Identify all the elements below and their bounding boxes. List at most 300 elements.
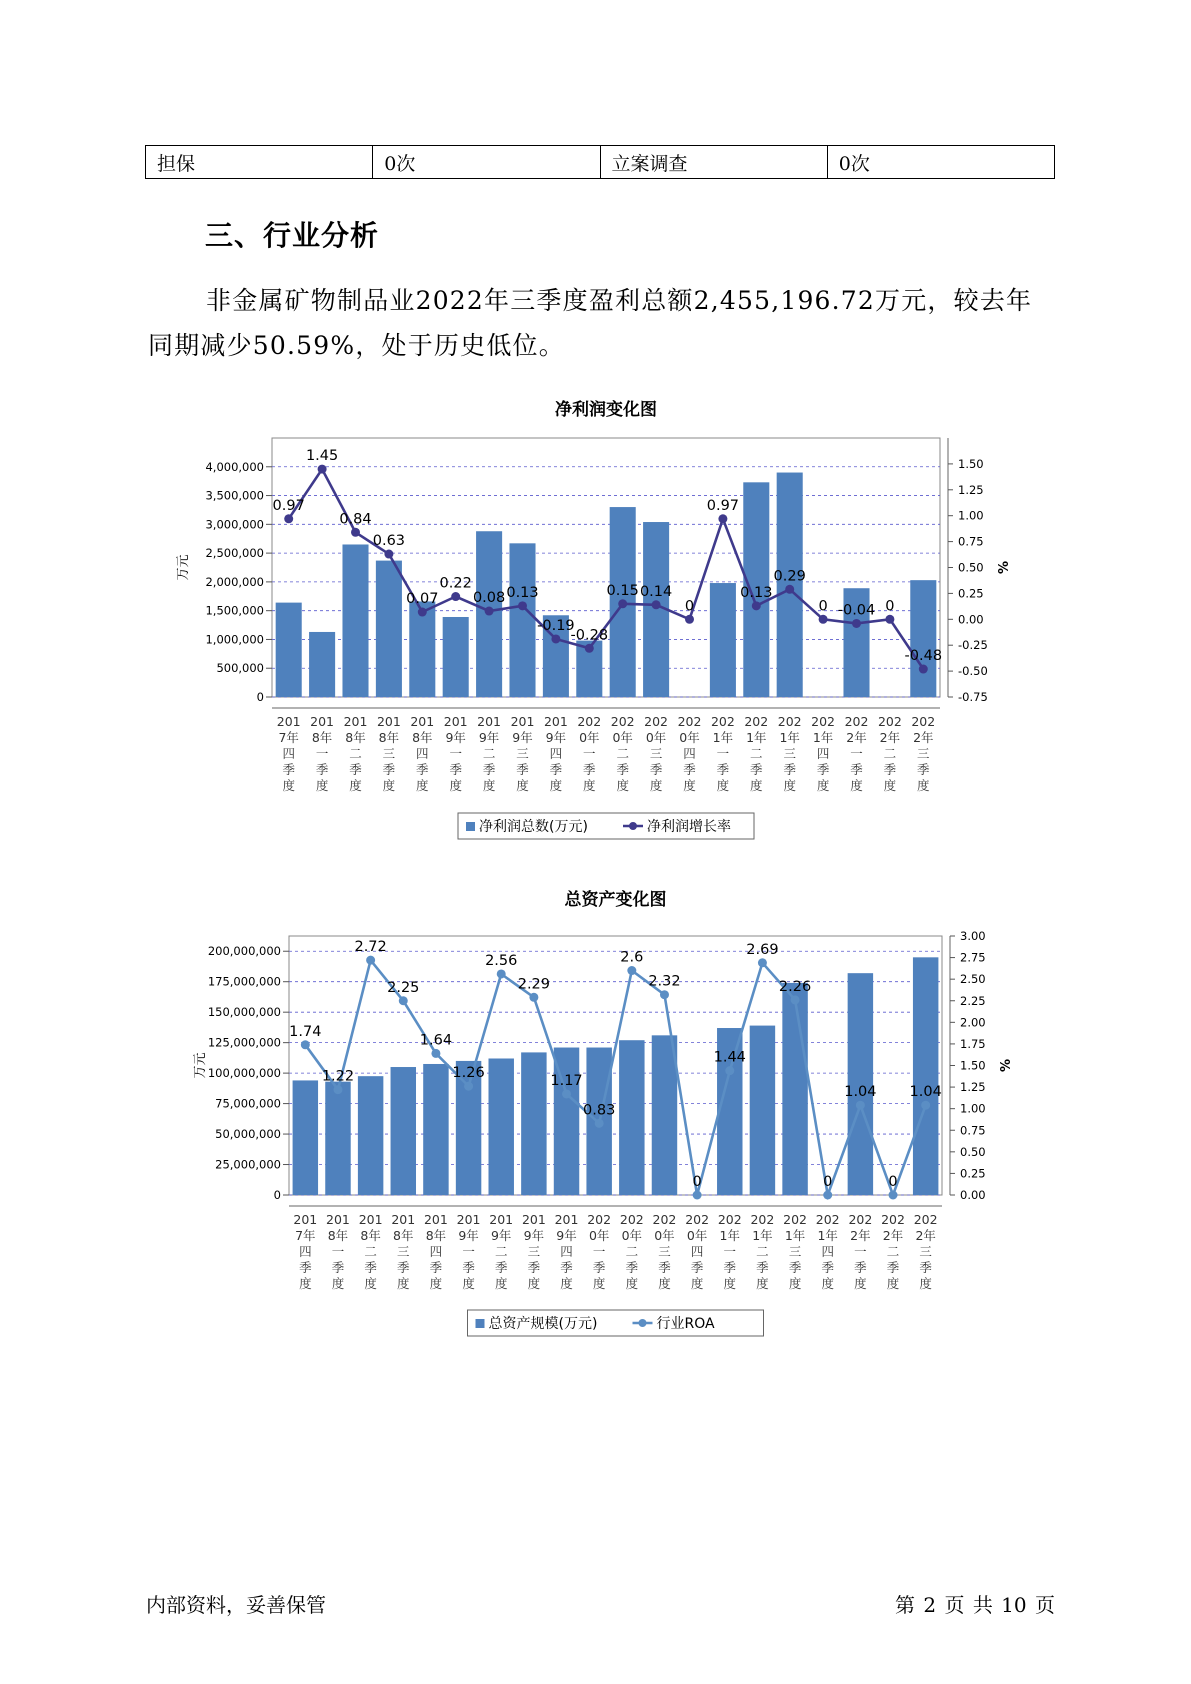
x-tick-label: 季 [349, 762, 362, 777]
data-label: 0 [684, 598, 695, 615]
y2-tick-label: 2.00 [960, 1015, 986, 1030]
x-tick-label: 201 [410, 714, 435, 729]
bar [910, 580, 936, 697]
x-tick-label: 四 [299, 1244, 312, 1259]
section-title: 三、行业分析 [205, 219, 380, 252]
bar [423, 1064, 448, 1195]
x-tick-label: 0年 [645, 730, 667, 745]
series-point [685, 615, 694, 624]
y-tick-label: 200,000,000 [207, 944, 281, 959]
y2-tick-label: 0.25 [958, 586, 984, 601]
y-tick-label: 1,000,000 [205, 632, 264, 647]
y2-tick-label: 0.50 [958, 560, 984, 575]
y2-tick-label: 2.75 [960, 950, 986, 965]
y2-axis-title: % [999, 1058, 1014, 1073]
x-tick-label: 季 [364, 1260, 377, 1275]
x-tick-label: 8年 [311, 730, 333, 745]
y-tick-label: 1,500,000 [205, 603, 264, 618]
x-tick-label: 一 [592, 1244, 606, 1259]
data-label: 1.04 [909, 1084, 942, 1101]
x-tick-label: 四 [821, 1244, 834, 1259]
x-tick-label: 度 [349, 778, 362, 793]
x-tick-label: 季 [886, 1260, 900, 1275]
series-point [318, 465, 327, 474]
y2-tick-label: 1.75 [960, 1036, 986, 1051]
x-tick-label: 8年 [425, 1228, 447, 1243]
x-tick-label: 202 [685, 1212, 710, 1227]
data-label: 0.83 [583, 1102, 616, 1119]
x-tick-label: 度 [788, 1276, 802, 1291]
y2-axis-title: % [997, 560, 1012, 575]
y-axis-title: 万元 [176, 554, 191, 581]
x-tick-label: 季 [854, 1260, 867, 1275]
x-tick-label: 季 [883, 762, 897, 777]
x-tick-label: 二 [494, 1244, 508, 1259]
series-point [856, 1101, 865, 1110]
series-point [418, 608, 427, 617]
x-tick-label: 二 [750, 746, 763, 761]
legend-bar-swatch [476, 1319, 485, 1328]
data-label: -0.19 [537, 617, 575, 634]
y2-tick-label: 0.25 [960, 1166, 986, 1181]
x-tick-label: 8年 [327, 1228, 349, 1243]
x-tick-label: 季 [783, 762, 796, 777]
x-tick-label: 度 [397, 1276, 410, 1291]
x-tick-label: 度 [821, 1276, 834, 1291]
x-tick-label: 度 [364, 1276, 377, 1291]
table-cell: 0次 [373, 146, 600, 179]
x-tick-label: 度 [716, 778, 730, 793]
data-label: 1.04 [844, 1084, 877, 1101]
x-tick-label: 度 [382, 778, 396, 793]
x-tick-label: 季 [429, 1260, 443, 1275]
x-tick-label: 度 [560, 1276, 573, 1291]
x-tick-label: 度 [449, 778, 462, 793]
x-tick-label: 三 [917, 746, 930, 761]
x-tick-label: 9年 [545, 730, 567, 745]
x-tick-label: 1年 [784, 1228, 806, 1243]
x-tick-label: 202 [815, 1212, 840, 1227]
x-tick-label: 2年 [915, 1228, 936, 1243]
y-tick-label: 50,000,000 [215, 1127, 281, 1142]
x-tick-label: 季 [658, 1260, 671, 1275]
x-tick-label: 一 [449, 746, 462, 761]
x-tick-label: 二 [349, 746, 362, 761]
footer-note: 内部资料，妥善保管 [146, 1593, 326, 1617]
y-tick-label: 75,000,000 [215, 1096, 281, 1111]
series-point [889, 1191, 898, 1200]
x-tick-label: 度 [494, 1276, 508, 1291]
y2-tick-label: 1.25 [958, 482, 984, 497]
series-point [284, 514, 293, 523]
x-tick-label: 8年 [360, 1228, 381, 1243]
x-tick-label: 季 [416, 762, 429, 777]
series-point [618, 599, 627, 608]
series-point [464, 1082, 473, 1091]
data-label: 1.17 [550, 1072, 583, 1089]
bar [619, 1040, 644, 1195]
x-tick-label: 二 [625, 1244, 639, 1259]
y2-tick-label: 1.25 [960, 1080, 986, 1095]
y-tick-label: 3,500,000 [205, 488, 264, 503]
bar [509, 543, 535, 697]
x-tick-label: 度 [282, 778, 295, 793]
x-tick-label: 1年 [719, 1228, 741, 1243]
x-tick-label: 度 [649, 778, 663, 793]
x-tick-label: 季 [527, 1260, 541, 1275]
x-tick-label: 202 [717, 1212, 742, 1227]
data-label: 2.6 [620, 949, 644, 966]
series-point [652, 600, 661, 609]
series-point [366, 956, 375, 965]
x-tick-label: 季 [331, 1260, 345, 1275]
x-tick-label: 二 [883, 746, 897, 761]
x-tick-label: 季 [917, 762, 930, 777]
x-tick-label: 201 [376, 714, 401, 729]
legend-bar-swatch [466, 822, 475, 831]
series-point [485, 607, 494, 616]
y2-tick-label: 1.00 [958, 508, 984, 523]
x-tick-label: 季 [850, 762, 863, 777]
x-tick-label: 7年 [278, 730, 299, 745]
x-tick-label: 202 [911, 714, 936, 729]
data-label: 2.72 [354, 939, 387, 956]
x-tick-label: 202 [844, 714, 869, 729]
page-number: 第 2 页 共 10 页 [895, 1593, 1055, 1617]
bar [710, 583, 736, 697]
x-tick-label: 202 [783, 1212, 808, 1227]
series-point [758, 958, 767, 967]
x-tick-label: 度 [886, 1276, 900, 1291]
data-label: 0.13 [506, 584, 539, 601]
x-tick-label: 0年 [679, 730, 700, 745]
x-tick-label: 四 [560, 1244, 573, 1259]
x-tick-label: 度 [516, 778, 529, 793]
x-tick-label: 度 [482, 778, 496, 793]
y2-tick-label: 0.75 [960, 1123, 986, 1138]
x-tick-label: 季 [788, 1260, 802, 1275]
data-label: 0.08 [472, 590, 506, 607]
series-point [660, 990, 669, 999]
x-tick-label: 202 [881, 1212, 905, 1227]
y2-tick-label: 3.00 [960, 929, 986, 943]
x-tick-label: 度 [683, 778, 696, 793]
y2-tick-label: 0.00 [960, 1188, 986, 1202]
series-point [693, 1191, 702, 1200]
x-tick-label: 201 [423, 1212, 448, 1227]
series-point [823, 1191, 832, 1200]
x-tick-label: 2年 [850, 1228, 871, 1243]
bar [782, 983, 807, 1195]
x-tick-label: 201 [521, 1212, 546, 1227]
x-tick-label: 一 [583, 746, 596, 761]
bar [750, 1026, 775, 1195]
x-tick-label: 9年 [445, 730, 466, 745]
x-tick-label: 季 [583, 762, 596, 777]
y-tick-label: 100,000,000 [207, 1066, 281, 1081]
x-tick-label: 度 [658, 1276, 671, 1291]
x-tick-label: 三 [919, 1244, 932, 1259]
data-label: 0 [823, 1174, 833, 1190]
data-label: 2.25 [387, 979, 420, 996]
x-tick-label: 季 [756, 1260, 769, 1275]
x-tick-label: 四 [690, 1244, 704, 1259]
bar [391, 1067, 416, 1195]
x-tick-label: 季 [560, 1260, 573, 1275]
data-label: 0.14 [639, 583, 673, 600]
x-tick-label: 1年 [712, 730, 734, 745]
x-tick-label: 201 [543, 714, 568, 729]
y-tick-label: 150,000,000 [207, 1005, 281, 1020]
x-tick-label: 9年 [458, 1228, 479, 1243]
data-label: -0.04 [837, 602, 876, 619]
x-tick-label: 季 [397, 1260, 410, 1275]
x-tick-label: 四 [282, 746, 295, 761]
x-tick-label: 三 [658, 1244, 671, 1259]
series-point [497, 969, 506, 978]
x-tick-label: 0年 [579, 730, 600, 745]
x-tick-label: 度 [527, 1276, 541, 1291]
x-tick-label: 201 [443, 714, 468, 729]
x-tick-label: 四 [429, 1244, 443, 1259]
bar [293, 1080, 318, 1195]
x-tick-label: 0年 [588, 1228, 610, 1243]
x-tick-label: 季 [549, 762, 563, 777]
chart-title: 总资产变化图 [564, 890, 667, 910]
x-tick-label: 8年 [378, 730, 400, 745]
data-label: -0.48 [904, 648, 943, 665]
bar [325, 1082, 350, 1195]
y-tick-label: 0 [273, 1188, 281, 1202]
x-tick-label: 202 [848, 1212, 873, 1227]
series-point [585, 644, 594, 653]
x-tick-label: 度 [850, 778, 863, 793]
x-tick-label: 度 [756, 1276, 769, 1291]
x-tick-label: 二 [364, 1244, 377, 1259]
x-tick-label: 一 [315, 746, 329, 761]
series-point [431, 1049, 440, 1058]
x-tick-label: 202 [750, 1212, 775, 1227]
table-row [146, 146, 1055, 179]
x-tick-label: 度 [883, 778, 897, 793]
x-tick-label: 201 [293, 1212, 318, 1227]
x-tick-label: 季 [449, 762, 462, 777]
x-tick-label: 202 [619, 1212, 644, 1227]
y-tick-label: 125,000,000 [207, 1035, 281, 1050]
x-tick-label: 201 [391, 1212, 416, 1227]
y-tick-label: 4,000,000 [205, 459, 264, 474]
x-tick-label: 2年 [879, 730, 901, 745]
bar [652, 1035, 677, 1195]
x-tick-label: 度 [592, 1276, 606, 1291]
x-tick-label: 1年 [779, 730, 800, 745]
x-tick-label: 季 [616, 762, 629, 777]
x-tick-label: 度 [854, 1276, 867, 1291]
x-tick-label: 201 [456, 1212, 481, 1227]
x-tick-label: 季 [723, 1260, 737, 1275]
series-point [562, 1089, 571, 1098]
x-tick-label: 季 [315, 762, 329, 777]
y-axis-title: 万元 [193, 1052, 208, 1079]
data-label: -0.28 [570, 627, 609, 644]
legend-point-swatch [629, 822, 637, 830]
x-tick-label: 202 [577, 714, 602, 729]
y2-tick-label: 0.50 [960, 1144, 986, 1159]
series-point [551, 634, 560, 643]
y2-tick-label: 1.50 [960, 1058, 986, 1073]
x-tick-label: 三 [516, 746, 529, 761]
data-label: 2.32 [648, 973, 681, 990]
x-tick-label: 202 [644, 714, 669, 729]
y2-tick-label: 0.75 [958, 534, 984, 549]
table-cell: 担保 [146, 146, 373, 179]
x-tick-label: 202 [652, 1212, 677, 1227]
x-tick-label: 202 [811, 714, 836, 729]
x-tick-label: 季 [516, 762, 529, 777]
x-tick-label: 度 [549, 778, 563, 793]
x-tick-label: 9年 [490, 1228, 512, 1243]
bar [376, 561, 402, 697]
x-tick-label: 季 [816, 762, 830, 777]
y2-tick-label: 2.25 [960, 993, 986, 1008]
data-label: 0 [818, 598, 828, 615]
x-tick-label: 0年 [654, 1228, 675, 1243]
x-tick-label: 一 [716, 746, 730, 761]
x-tick-label: 季 [382, 762, 396, 777]
x-tick-label: 季 [821, 1260, 834, 1275]
data-label: 0 [888, 1174, 898, 1190]
x-tick-label: 度 [690, 1276, 704, 1291]
legend-label-bar: 净利润总数(万元) [479, 819, 588, 835]
data-label: 0.22 [439, 575, 472, 592]
x-tick-label: 9年 [523, 1228, 545, 1243]
x-tick-label: 201 [326, 1212, 350, 1227]
x-tick-label: 三 [382, 746, 396, 761]
plot-area [272, 438, 940, 697]
x-tick-label: 一 [462, 1244, 475, 1259]
x-tick-label: 四 [549, 746, 563, 761]
x-tick-label: 季 [299, 1260, 312, 1275]
table-cell: 0次 [827, 146, 1054, 179]
y2-tick-label: -0.50 [958, 664, 988, 679]
x-tick-label: 一 [854, 1244, 867, 1259]
data-label: 0.84 [339, 511, 372, 528]
x-tick-label: 一 [723, 1244, 737, 1259]
x-tick-label: 202 [744, 714, 769, 729]
x-tick-label: 度 [625, 1276, 639, 1291]
info-table [145, 145, 1055, 179]
series-point [627, 966, 636, 975]
x-tick-label: 8年 [412, 730, 433, 745]
x-tick-label: 季 [625, 1260, 639, 1275]
x-tick-label: 季 [592, 1260, 606, 1275]
data-label: 1.26 [452, 1065, 485, 1082]
series-point [919, 665, 928, 674]
data-label: 0.29 [773, 568, 806, 585]
plot-area [289, 936, 942, 1195]
net-profit-chart [0, 388, 1191, 848]
x-tick-label: 0年 [612, 730, 633, 745]
bar [342, 544, 368, 697]
bar [276, 603, 302, 697]
x-tick-label: 度 [723, 1276, 737, 1291]
y2-tick-label: 0.00 [958, 612, 984, 627]
x-tick-label: 9年 [556, 1228, 577, 1243]
x-tick-label: 度 [919, 1276, 932, 1291]
x-tick-label: 一 [850, 746, 863, 761]
series-point [333, 1085, 342, 1094]
x-tick-label: 二 [616, 746, 629, 761]
y-tick-label: 0 [256, 690, 264, 704]
y-tick-label: 2,500,000 [205, 546, 264, 561]
x-tick-label: 三 [788, 1244, 802, 1259]
x-tick-label: 度 [917, 778, 930, 793]
x-tick-label: 季 [683, 762, 696, 777]
data-label: 0 [692, 1174, 702, 1190]
x-tick-label: 9年 [478, 730, 500, 745]
bar [443, 617, 469, 697]
series-point [725, 1066, 734, 1075]
x-tick-label: 四 [416, 746, 429, 761]
chart-title: 净利润变化图 [555, 400, 657, 420]
x-tick-label: 2年 [846, 730, 867, 745]
x-tick-label: 度 [315, 778, 329, 793]
total-assets-chart [0, 888, 1191, 1348]
x-tick-label: 度 [429, 1276, 443, 1291]
x-tick-label: 三 [397, 1244, 410, 1259]
x-tick-label: 202 [677, 714, 702, 729]
x-tick-label: 9年 [512, 730, 533, 745]
data-label: 2.56 [485, 952, 518, 969]
data-label: 0.63 [372, 533, 406, 550]
series-point [595, 1119, 604, 1128]
x-tick-label: 一 [331, 1244, 345, 1259]
series-point [785, 585, 794, 594]
y2-tick-label: 1.50 [958, 456, 984, 471]
series-point [921, 1101, 930, 1110]
x-tick-label: 8年 [345, 730, 366, 745]
x-tick-label: 202 [587, 1212, 612, 1227]
x-tick-label: 2年 [882, 1228, 904, 1243]
x-tick-label: 201 [310, 714, 335, 729]
x-tick-label: 三 [649, 746, 663, 761]
x-tick-label: 度 [616, 778, 629, 793]
series-point [529, 993, 538, 1002]
y2-tick-label: 1.00 [960, 1101, 986, 1116]
x-tick-label: 季 [716, 762, 730, 777]
series-point [752, 601, 761, 610]
y-tick-label: 2,000,000 [205, 574, 264, 589]
x-tick-label: 1年 [817, 1228, 838, 1243]
series-point [819, 615, 828, 624]
x-tick-label: 度 [583, 778, 596, 793]
legend-label-line: 行业ROA [656, 1316, 715, 1332]
data-label: 0.07 [406, 591, 439, 608]
data-label: 1.45 [305, 448, 339, 465]
x-tick-label: 度 [416, 778, 429, 793]
x-tick-label: 201 [510, 714, 535, 729]
x-tick-label: 度 [462, 1276, 475, 1291]
y-tick-label: 25,000,000 [215, 1157, 281, 1172]
x-tick-label: 1年 [746, 730, 767, 745]
x-tick-label: 201 [343, 714, 368, 729]
series-point [852, 619, 861, 628]
series-point [518, 601, 527, 610]
data-label: 0.13 [740, 584, 773, 601]
table-cell: 立案调查 [600, 146, 827, 179]
x-tick-label: 二 [886, 1244, 900, 1259]
x-tick-label: 202 [913, 1212, 938, 1227]
